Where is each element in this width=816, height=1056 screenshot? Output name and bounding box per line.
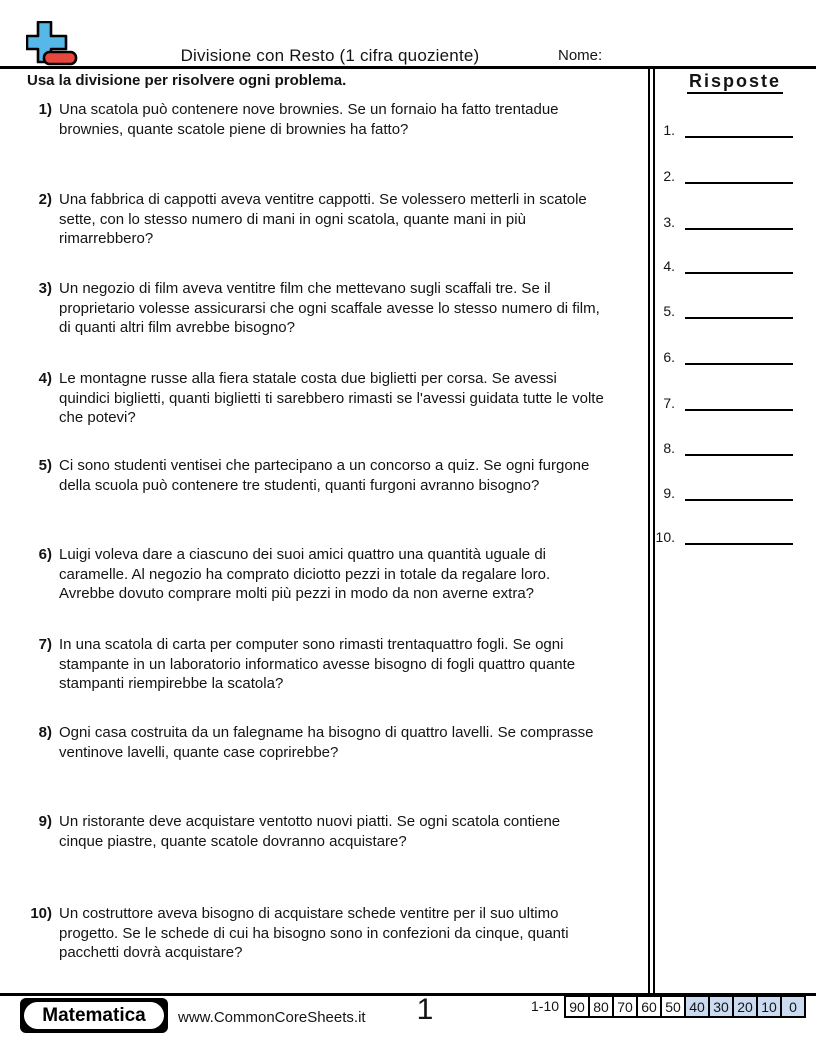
score-cell: 50 bbox=[660, 997, 684, 1016]
problem-text: Luigi voleva dare a ciascuno dei suoi amici quattro una quantità uguale di caramelle. Al negozio ha comprato diciotto pezzi in totale da regalare loro. Avrebbe dovuto comprare molti più pezzi in modo da non averne extra? bbox=[59, 546, 551, 602]
answer-blank[interactable] bbox=[685, 363, 793, 365]
problem-7 bbox=[28, 635, 608, 694]
score-cell: 10 bbox=[756, 997, 780, 1016]
answer-row-4 bbox=[648, 258, 798, 276]
answer-row-10 bbox=[648, 529, 798, 547]
problem-number: 9) bbox=[38, 813, 52, 830]
answer-row-7 bbox=[648, 395, 798, 413]
problem-5 bbox=[28, 456, 608, 495]
answer-blank[interactable] bbox=[685, 182, 793, 184]
problem-number: 5) bbox=[38, 457, 52, 474]
answer-blank[interactable] bbox=[685, 136, 793, 138]
problem-number: 3) bbox=[38, 280, 52, 297]
name-label: Nome: bbox=[558, 47, 603, 64]
subject-label: Matematica bbox=[24, 1002, 164, 1029]
problem-number: 2) bbox=[38, 191, 52, 208]
score-cell: 70 bbox=[612, 997, 636, 1016]
answers-heading-text: Risposte bbox=[687, 71, 783, 94]
answer-row-6 bbox=[648, 349, 798, 367]
problem-text: Ogni casa costruita da un falegname ha bisogno di quattro lavelli. Se comprasse ventinove lavelli, quante case coprirebbe? bbox=[59, 724, 594, 761]
problem-8 bbox=[28, 723, 608, 762]
answer-number: 9. bbox=[663, 485, 675, 501]
answer-number: 6. bbox=[663, 349, 675, 365]
problem-9 bbox=[28, 812, 608, 851]
answer-row-9 bbox=[648, 485, 798, 503]
score-cell: 60 bbox=[636, 997, 660, 1016]
score-cell: 40 bbox=[684, 997, 708, 1016]
page-title: Divisione con Resto (1 cifra quoziente) bbox=[180, 46, 480, 65]
problem-text: Una fabbrica di cappotti aveva ventitre cappotti. Se volessero metterli in scatole sette, con lo stesso numero di mani in ogni scatola, quante mani in più rimarrebbero? bbox=[59, 191, 587, 247]
answer-number: 10. bbox=[655, 529, 675, 545]
problem-number: 6) bbox=[38, 546, 52, 563]
answer-number: 7. bbox=[663, 395, 675, 411]
problem-text: Le montagne russe alla fiera statale costa due biglietti per corsa. Se avessi quindici biglietti, quanti biglietti ti sarebbero rimasti se l'avessi guidata tutte le volte che potevi? bbox=[59, 370, 604, 426]
answer-row-2 bbox=[648, 168, 798, 186]
problem-1 bbox=[28, 100, 608, 139]
answer-number: 4. bbox=[663, 258, 675, 274]
score-cell: 30 bbox=[708, 997, 732, 1016]
problem-text: Ci sono studenti ventisei che partecipano a un concorso a quiz. Se ogni furgone della scuola può contenere tre studenti, quanti furgoni avranno bisogno? bbox=[59, 457, 590, 494]
answers-heading bbox=[656, 71, 814, 92]
answer-blank[interactable] bbox=[685, 409, 793, 411]
page-number: 1 bbox=[416, 993, 434, 1026]
answer-blank[interactable] bbox=[685, 228, 793, 230]
instruction-text: Usa la divisione per risolvere ogni problema. bbox=[27, 72, 347, 89]
answer-number: 1. bbox=[663, 122, 675, 138]
problem-text: Un ristorante deve acquistare ventotto nuovi piatti. Se ogni scatola contiene cinque piastre, quante scatole dovranno acquistare? bbox=[59, 813, 561, 850]
problem-10 bbox=[28, 904, 608, 963]
score-range-label: 1-10 bbox=[531, 998, 560, 1014]
problem-2 bbox=[28, 190, 608, 249]
answer-number: 5. bbox=[663, 303, 675, 319]
score-cell: 90 bbox=[569, 998, 585, 1015]
problem-number: 10) bbox=[30, 905, 52, 922]
answer-row-3 bbox=[648, 214, 798, 232]
score-cell: 20 bbox=[732, 997, 756, 1016]
answer-blank[interactable] bbox=[685, 272, 793, 274]
problem-number: 8) bbox=[38, 724, 52, 741]
problem-text: Un negozio di film aveva ventitre film che mettevano sugli scaffali tre. Se il proprietario volesse assicurarsi che ogni scaffale avesse lo stesso numero di film, di quanti altri film avrebbe bisogno? bbox=[59, 280, 600, 336]
score-strip bbox=[531, 995, 806, 1018]
answer-row-1 bbox=[648, 122, 798, 140]
problem-4 bbox=[28, 369, 608, 428]
score-cell: 80 bbox=[588, 997, 612, 1016]
score-grid bbox=[564, 995, 806, 1018]
answer-row-8 bbox=[648, 440, 798, 458]
problem-number: 7) bbox=[38, 636, 52, 653]
answer-number: 3. bbox=[663, 214, 675, 230]
subject-badge bbox=[20, 998, 168, 1033]
problem-3 bbox=[28, 279, 608, 338]
answer-blank[interactable] bbox=[685, 499, 793, 501]
problem-text: Una scatola può contenere nove brownies. Se un fornaio ha fatto trentadue brownies, quante scatole piene di brownies ha fatto? bbox=[59, 101, 559, 138]
answer-number: 2. bbox=[663, 168, 675, 184]
answer-blank[interactable] bbox=[685, 317, 793, 319]
answer-number: 8. bbox=[663, 440, 675, 456]
answer-row-5 bbox=[648, 303, 798, 321]
website-link[interactable]: www.CommonCoreSheets.it bbox=[178, 1009, 366, 1026]
score-cell: 0 bbox=[780, 997, 804, 1016]
answer-blank[interactable] bbox=[685, 454, 793, 456]
problem-number: 1) bbox=[38, 101, 52, 118]
problem-text: In una scatola di carta per computer sono rimasti trentaquattro fogli. Se ogni stampante in un laboratorio informatico avesse bisogno di fogli quattro quante stampanti riempirebbe la scatola? bbox=[59, 636, 576, 692]
header-rule bbox=[0, 66, 816, 69]
answer-blank[interactable] bbox=[685, 543, 793, 545]
problem-number: 4) bbox=[38, 370, 52, 387]
problem-6 bbox=[28, 545, 608, 604]
problem-text: Un costruttore aveva bisogno di acquistare schede ventitre per il suo ultimo progetto. Se le schede di cui ha bisogno sono in confezioni da cinque, quanti pacchetti dovrà acquistare? bbox=[59, 905, 569, 961]
